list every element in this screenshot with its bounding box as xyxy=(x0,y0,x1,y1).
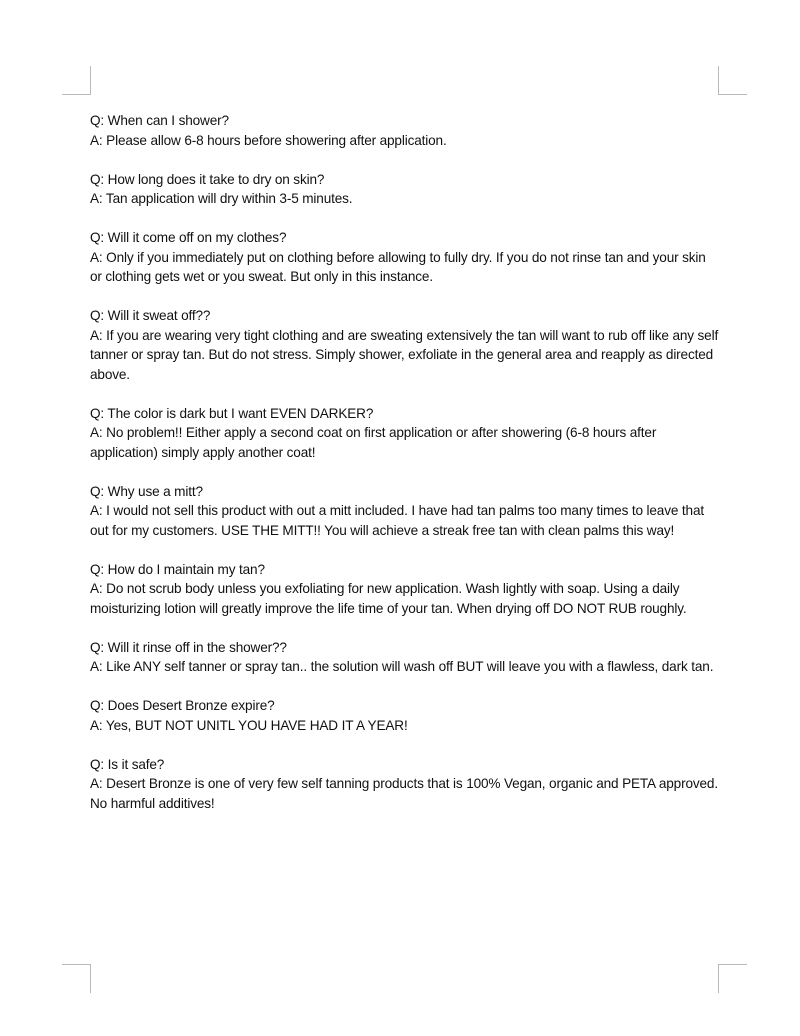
faq-question: Q: When can I shower? xyxy=(90,113,229,128)
faq-item xyxy=(90,228,720,287)
faq-item xyxy=(90,755,720,814)
faq-question: Q: How do I maintain my tan? xyxy=(90,561,265,577)
crop-mark-top-left xyxy=(62,66,91,95)
faq-item xyxy=(90,696,720,735)
faq-answer: A: Only if you immediately put on clothing before allowing to fully dry. If you do not rinse tan and your skin or clothing gets wet or you sweat. But only in this instance. xyxy=(90,249,706,284)
faq-item xyxy=(90,170,720,209)
faq-question: Q: Is it safe? xyxy=(90,756,165,772)
faq-question: Q: Will it rinse off in the shower?? xyxy=(90,639,287,655)
faq-answer: A: No problem!! Either apply a second coat on first application or after showering (6-8 hours after application) simply apply another coat! xyxy=(90,425,657,460)
faq-question: Q: Does Desert Bronze expire? xyxy=(90,698,275,713)
faq-question: Q: Will it come off on my clothes? xyxy=(90,230,287,245)
faq-content xyxy=(90,111,720,833)
faq-item xyxy=(90,638,720,677)
faq-item xyxy=(90,560,720,619)
faq-item xyxy=(90,306,720,384)
faq-question: Q: How long does it take to dry on skin? xyxy=(90,171,325,187)
faq-question: Q: The color is dark but I want EVEN DARKER? xyxy=(90,405,374,421)
faq-question: Q: Why use a mitt? xyxy=(90,483,203,499)
faq-answer: A: If you are wearing very tight clothing and are sweating extensively the tan will want to rub off like any self tanner or spray tan. But do not stress. Simply shower, exfoliate in the general area and reapply as directed above. xyxy=(90,327,719,382)
faq-item xyxy=(90,111,720,150)
faq-question: Q: Will it sweat off?? xyxy=(90,308,211,323)
faq-item xyxy=(90,482,720,541)
crop-mark-bottom-right xyxy=(718,964,747,993)
faq-answer: A: Tan application will dry within 3-5 minutes. xyxy=(90,191,353,206)
faq-item xyxy=(90,404,720,463)
faq-answer: A: Yes, BUT NOT UNITL YOU HAVE HAD IT A YEAR! xyxy=(90,717,408,733)
crop-mark-bottom-left xyxy=(62,964,91,993)
faq-answer: A: Desert Bronze is one of very few self tanning products that is 100% Vegan, organic and PETA approved. No harmful additives! xyxy=(90,776,718,811)
faq-answer: A: Please allow 6-8 hours before showering after application. xyxy=(90,132,447,148)
crop-mark-top-right xyxy=(718,66,747,95)
faq-answer: A: I would not sell this product with out a mitt included. I have had tan palms too many times to leave that out for my customers. USE THE MITT!! You will achieve a streak free tan with clean palms this way! xyxy=(90,503,704,538)
faq-answer: A: Do not scrub body unless you exfoliating for new application. Wash lightly with soap. Using a daily moisturizing lotion will greatly improve the life time of your tan. When drying off DO NOT RUB roughly. xyxy=(90,581,687,616)
faq-answer: A: Like ANY self tanner or spray tan.. the solution will wash off BUT will leave you with a flawless, dark tan. xyxy=(90,659,714,674)
